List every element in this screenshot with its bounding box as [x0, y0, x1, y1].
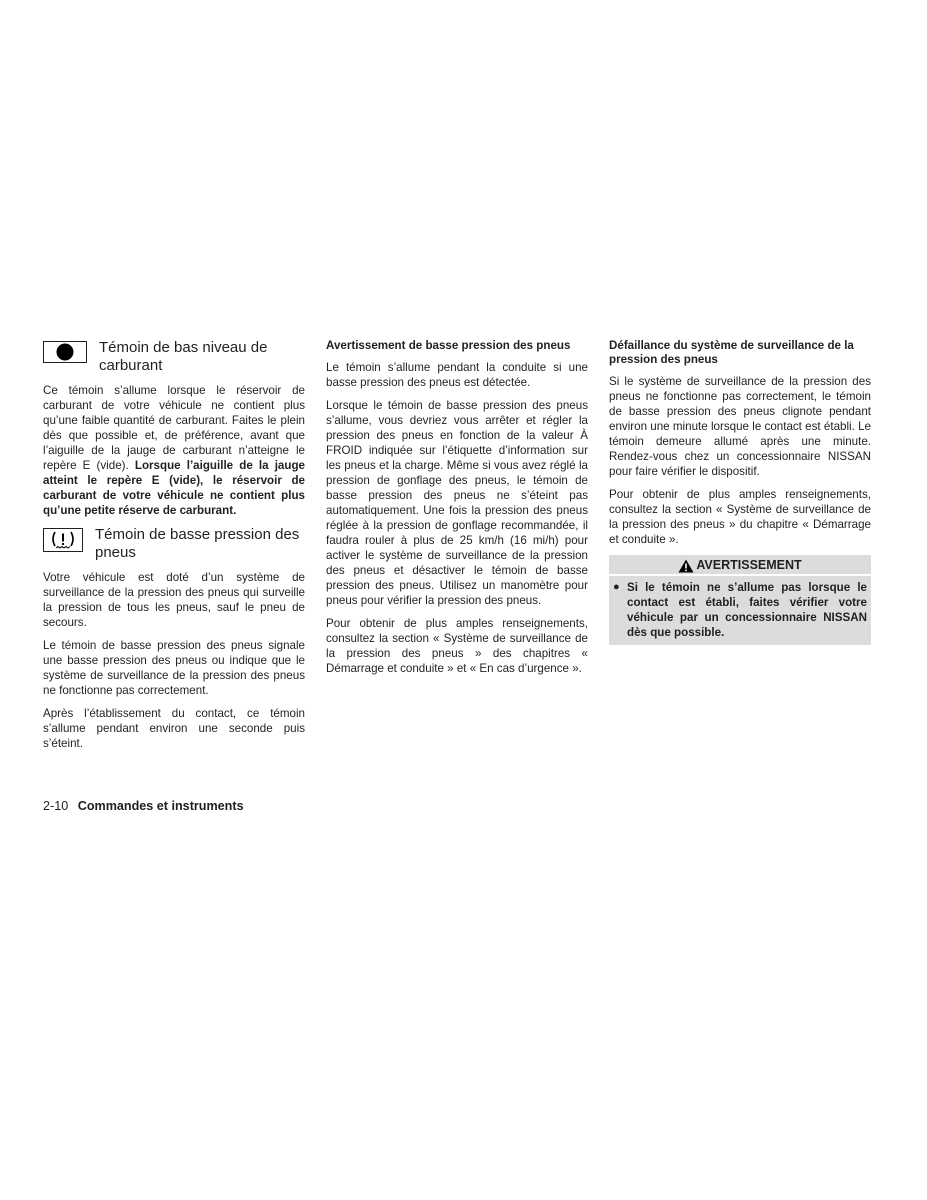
fuel-indicator-description: Ce témoin s’allume lorsque le réservoir de carburant de votre véhicule ne contient plus qu’une faible quantité de carburant. Faites le plein dès que possible et, de préférence, avant que l’aiguille de la jauge de carburant n’atteigne le repère E (vide). Lorsque l’aiguille de la jauge atteint le repère E (vide), le réservoir de carburant de votre véhicule ne contient plus qu’une petite réserve de carburant.: [43, 384, 305, 517]
tire-indicator-header: [43, 526, 305, 562]
warning-title: AVERTISSEMENT: [696, 558, 802, 572]
fuel-indicator-symbol: [43, 341, 87, 363]
tire-indicator-paragraph-3: Après l’établissement du contact, ce témoin s’allume pendant environ une seconde puis s’éteint.: [43, 707, 305, 750]
fuel-indicator-header: [43, 339, 305, 375]
malfunction-heading: Défaillance du système de surveillance de la pression des pneus: [609, 339, 854, 366]
tire-pressure-warning-icon: [48, 530, 78, 550]
warning-item: [609, 580, 871, 640]
warning-header: [609, 557, 871, 576]
warning-triangle-icon: [678, 559, 694, 573]
tire-indicator-title: Témoin de basse pression des pneus: [95, 526, 300, 561]
tire-indicator-paragraph-2: Le témoin de basse pression des pneus signale une basse pression des pneus ou indique que le système de surveillance de la pression des pneus ne fonctionne pas correctement.: [43, 639, 305, 697]
fuel-indicator-title: Témoin de bas niveau de carburant: [99, 339, 268, 374]
low-pressure-paragraph-1: Le témoin s’allume pendant la conduite si une basse pression des pneus est détectée.: [326, 361, 588, 389]
bullet-icon: ●: [613, 581, 620, 593]
column-right: [609, 339, 871, 645]
page-number: 2-10: [43, 799, 69, 813]
filled-circle-icon: [54, 343, 76, 361]
column-left: [43, 339, 305, 759]
tire-indicator-symbol: [43, 528, 83, 552]
low-pressure-warning-heading: Avertissement de basse pression des pneus: [326, 339, 571, 352]
malfunction-paragraph-2: Pour obtenir de plus amples renseignements, consultez la section « Système de surveillance de la pression des pneus » du chapitre « Démarrage et conduite ».: [609, 488, 871, 546]
malfunction-paragraph-1: Si le système de surveillance de la pression des pneus ne fonctionne pas correctement, le témoin de basse pression des pneus clignote pendant environ une minute lorsque le contact est établi. Le témoin demeure allumé après une minute. Rendez-vous chez un concessionnaire NISSAN pour faire vérifier le dispositif.: [609, 375, 871, 478]
warning-text: Si le témoin ne s’allume pas lorsque le contact est établi, faites vérifier votre véhicule par un concessionnaire NISSAN dès que possible.: [627, 581, 867, 639]
low-pressure-paragraph-2: Lorsque le témoin de basse pression des pneus s’allume, vous devriez vous arrêter et régler la pression des pneus en fonction de la valeur À FROID indiquée sur l’étiquette d’information sur les pneus et la charge. Même si vous avez réglé la pression de gonflage des pneus, le témoin de basse pression des pneus ne s’éteint pas automatiquement. Une fois la pression des pneus réglée à la pression de gonflage recommandée, il faudra rouler à plus de 25 km/h (16 mi/h) pour activer le système de surveillance de la pression des pneus et désactiver le témoin de basse pression des pneus. Utilisez un manomètre pour pneus pour vérifier la pression des pneus.: [326, 399, 588, 607]
column-middle: [326, 339, 588, 684]
low-pressure-paragraph-3: Pour obtenir de plus amples renseignements, consultez la section « Système de surveillance de la pression des pneus » des chapitres « Démarrage et conduite » et « En cas d’urgence ».: [326, 617, 588, 675]
warning-box: [609, 555, 871, 645]
tire-indicator-paragraph-1: Votre véhicule est doté d’un système de surveillance de la pression des pneus qui surveille la pression de tous les pneus, sauf le pneu de secours.: [43, 571, 305, 629]
page-footer: [43, 798, 244, 814]
section-name: Commandes et instruments: [77, 799, 244, 813]
